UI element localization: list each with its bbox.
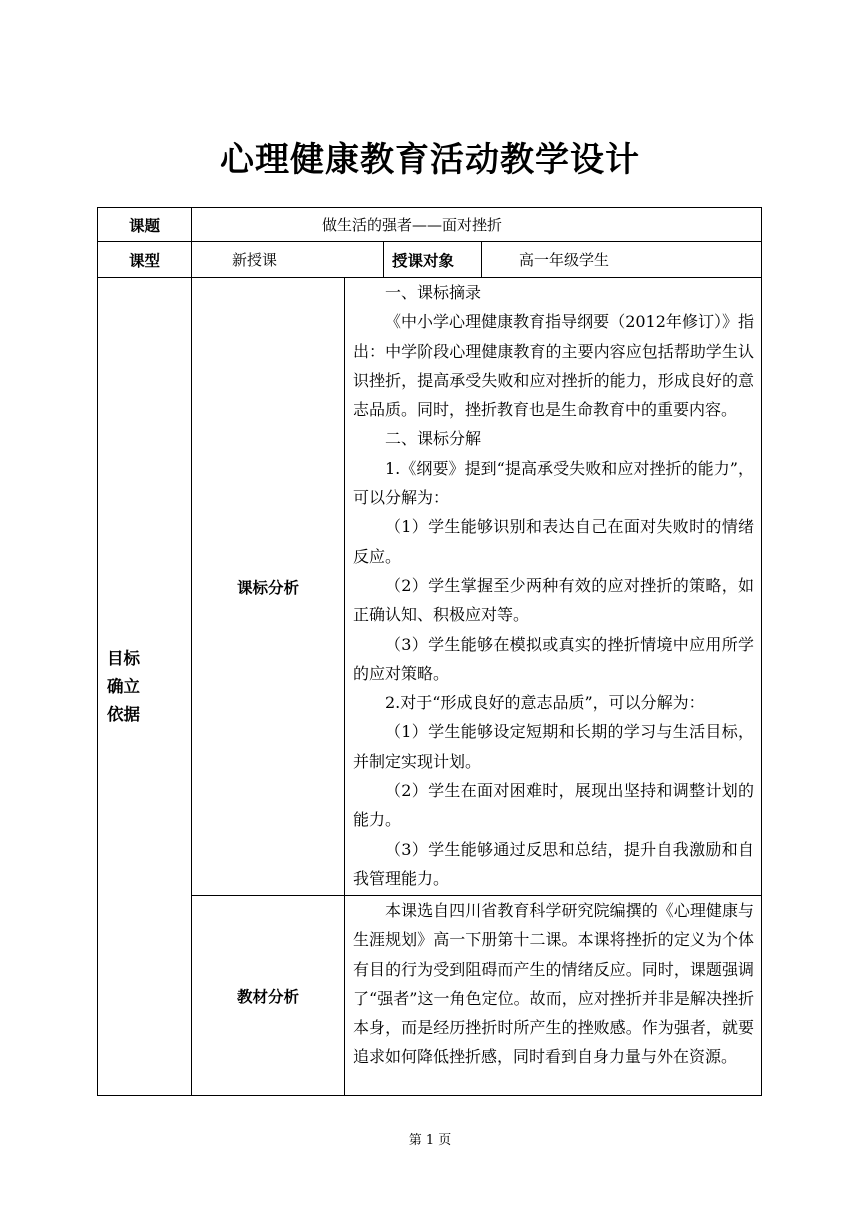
textbook-analysis-label: 教材分析 — [192, 896, 345, 1096]
paragraph: 《中小学心理健康教育指导纲要（2012年修订）》指出：中学阶段心理健康教育的主要内容应包括帮助学生认识挫折，提高承受失败和应对挫折的能力，形成良好的意志品质。同时，挫折教育也是生命教育中的重要内容。 — [353, 312, 755, 420]
textbook-analysis-content — [345, 896, 762, 1096]
type-label: 课型 — [98, 242, 192, 278]
paragraph: （3）学生能够通过反思和总结，提升自我激励和自我管理能力。 — [353, 839, 755, 888]
curriculum-analysis-content — [345, 278, 762, 896]
basis-label-line: 依据 — [107, 704, 140, 724]
textbook-row — [98, 896, 762, 1096]
page-number: 第 1 页 — [408, 1133, 452, 1148]
basis-label — [98, 278, 192, 1096]
paragraph: （1）学生能够识别和表达自己在面对失败时的情绪反应。 — [353, 517, 755, 566]
paragraph: 一、课标摘录 — [385, 283, 482, 302]
paragraph: （2）学生在面对困难时，展现出坚持和调整计划的能力。 — [353, 781, 755, 830]
type-row — [98, 242, 762, 278]
paragraph: （3）学生能够在模拟或真实的挫折情境中应用所学的应对策略。 — [353, 634, 755, 683]
curriculum-analysis-label: 课标分析 — [192, 278, 345, 896]
topic-label: 课题 — [98, 208, 192, 242]
paragraph: 2.对于“形成良好的意志品质”，可以分解为： — [385, 693, 705, 713]
document-title: 心理健康教育活动教学设计 — [220, 140, 640, 180]
basis-label-line: 目标 — [107, 648, 140, 668]
lesson-design-table — [97, 207, 762, 1096]
audience-value: 高一年级学生 — [482, 242, 762, 278]
type-value: 新授课 — [192, 242, 384, 278]
curriculum-row — [98, 278, 762, 896]
basis-label-line: 确立 — [107, 676, 140, 696]
paragraph: （2）学生掌握至少两种有效的应对挫折的策略，如正确认知、积极应对等。 — [353, 575, 755, 625]
paragraph: 1.《纲要》提到“提高承受失败和应对挫折的能力”，可以分解为： — [353, 458, 755, 508]
paragraph: （1）学生能够设定短期和长期的学习与生活目标，并制定实现计划。 — [353, 722, 755, 771]
paragraph: 二、课标分解 — [385, 429, 482, 449]
paragraph: 本课选自四川省教育科学研究院编撰的《心理健康与生涯规划》高一下册第十二课。本课将挫折的定义为个体有目的行为受到阻碍而产生的情绪反应。同时，课题强调了“强者”这一角色定位。故而，应对挫折并非是解决挫折本身，而是经历挫折时所产生的挫败感。作为强者，就要追求如何降低挫折感，同时看到自身力量与外在资源。 — [353, 901, 755, 1067]
topic-row — [98, 208, 762, 242]
audience-label: 授课对象 — [384, 242, 482, 278]
topic-value: 做生活的强者——面对挫折 — [192, 208, 762, 242]
